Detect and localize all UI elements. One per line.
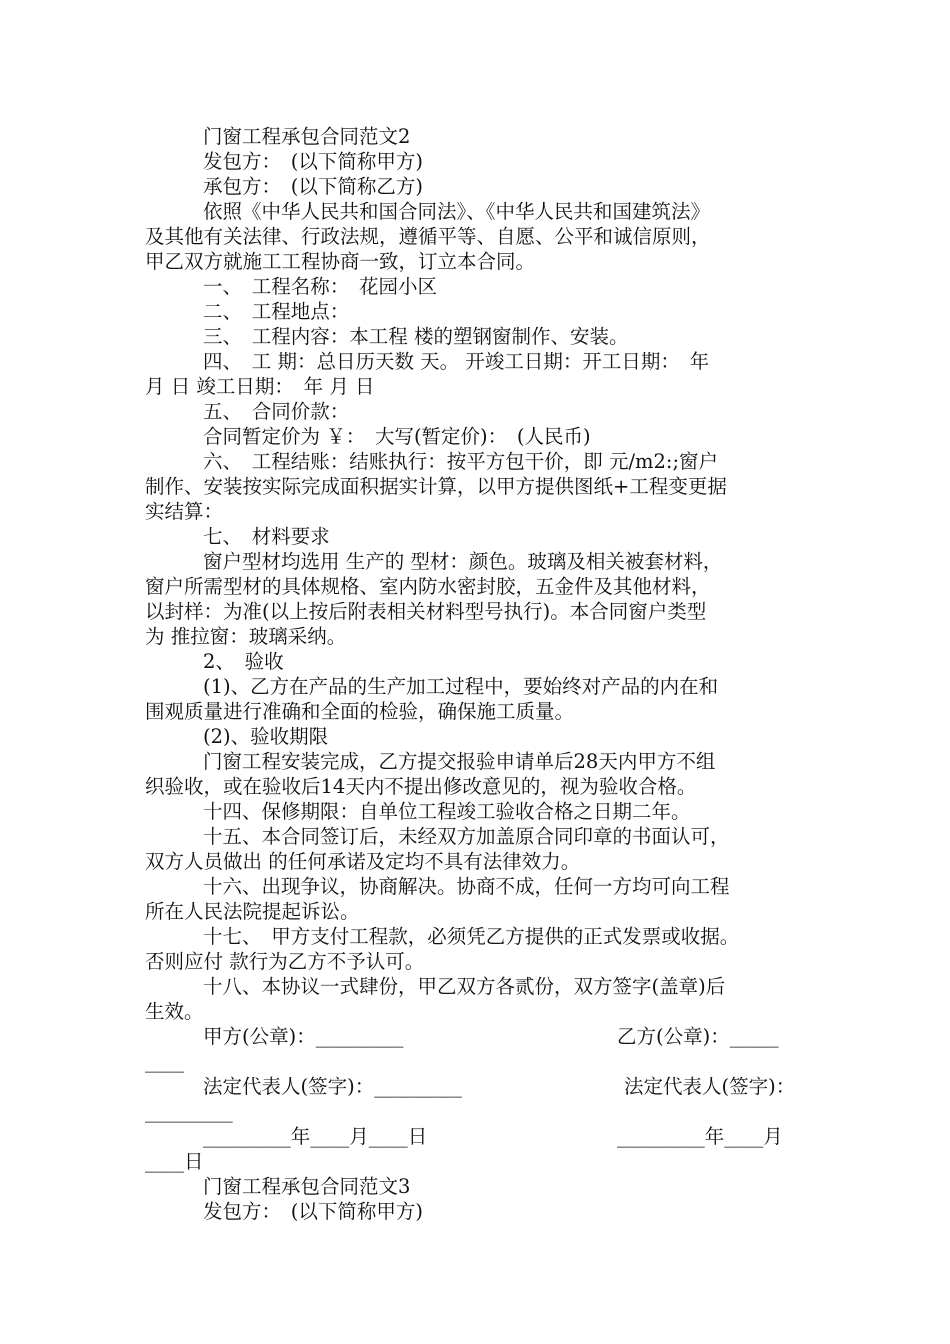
paragraph-line: 双方人员做出 的任何承诺及定均不具有法律效力。 xyxy=(145,850,581,873)
paragraph-line: 织验收，或在验收后14天内不提出修改意见的，视为验收合格。 xyxy=(145,775,697,798)
clause-7: 七、 材料要求 xyxy=(203,525,330,548)
signature-party-b-seal: 乙方(公章)：_____ xyxy=(617,1025,779,1048)
paragraph-line: 甲乙双方就施工工程协商一致，订立本合同。 xyxy=(145,250,536,273)
clause-6: 六、 工程结账：结账执行：按平方包干价，即 元/m2:;窗户 xyxy=(203,450,719,473)
signature-party-a-seal: 甲方(公章)：_________ xyxy=(203,1025,404,1048)
clause-18: 十八、本协议一式肆份，甲乙双方各贰份，双方签字(盖章)后 xyxy=(203,975,726,998)
signature-underline: _________ xyxy=(145,1100,233,1123)
paragraph-line: 制作、安装按实际完成面积据实计算，以甲方提供图纸+工程变更据 xyxy=(145,475,727,498)
signature-party-a-rep: 法定代表人(签字)：_________ xyxy=(203,1075,462,1098)
clause-acceptance: 2、 验收 xyxy=(203,650,284,673)
paragraph-line: 依照《中华人民共和国合同法》、《中华人民共和国建筑法》 xyxy=(203,200,711,223)
clause-1: 一、 工程名称： 花园小区 xyxy=(203,275,438,298)
clause-2: 二、 工程地点： xyxy=(203,300,350,323)
paragraph-line: 及其他有关法律、行政法规，遵循平等、自愿、公平和诚信原则， xyxy=(145,225,711,248)
paragraph-line: 生效。 xyxy=(145,1000,204,1023)
clause-4: 四、 工 期：总日历天数 天。 开竣工日期：开工日期： 年 xyxy=(203,350,710,373)
clause-17: 十七、 甲方支付工程款，必须凭乙方提供的正式发票或收据。 xyxy=(203,925,740,948)
signature-underline: ____ xyxy=(145,1050,184,1073)
party-a-line: 发包方： (以下简称甲方) xyxy=(203,150,423,173)
clause-15: 十五、本合同签订后，未经双方加盖原合同印章的书面认可， xyxy=(203,825,730,848)
party-a-line: 发包方： (以下简称甲方) xyxy=(203,1200,423,1223)
section-title-2: 门窗工程承包合同范文2 xyxy=(203,125,411,148)
paragraph-line: 窗户型材均选用 生产的 型材：颜色。玻璃及相关被套材料， xyxy=(203,550,723,573)
paragraph-line: 为 推拉窗：玻璃采纳。 xyxy=(145,625,347,648)
party-b-line: 承包方： (以下简称乙方) xyxy=(203,175,423,198)
paragraph-line: 所在人民法院提起诉讼。 xyxy=(145,900,360,923)
paragraph-line: 月 日 竣工日期： 年 月 日 xyxy=(145,375,375,398)
signature-date-a: _________年____月____日 xyxy=(203,1125,428,1148)
paragraph-line: (2)、验收期限 xyxy=(203,725,329,748)
paragraph-line: 门窗工程安装完成，乙方提交报验申请单后28天内甲方不组 xyxy=(203,750,716,773)
paragraph-line: (1)、乙方在产品的生产加工过程中，要始终对产品的内在和 xyxy=(203,675,719,698)
paragraph-line: 合同暂定价为 ￥： 大写(暂定价)： (人民币) xyxy=(203,425,591,448)
paragraph-line: 以封样：为准(以上按后附表相关材料型号执行)。本合同窗户类型 xyxy=(145,600,707,623)
signature-date-b-cont: ____日 xyxy=(145,1150,204,1173)
clause-5: 五、 合同价款： xyxy=(203,400,350,423)
clause-14: 十四、保修期限：自单位工程竣工验收合格之日期二年。 xyxy=(203,800,691,823)
clause-3: 三、 工程内容：本工程 楼的塑钢窗制作、安装。 xyxy=(203,325,629,348)
paragraph-line: 否则应付 款行为乙方不予认可。 xyxy=(145,950,425,973)
signature-date-b: _________年____月 xyxy=(617,1125,783,1148)
paragraph-line: 实结算： xyxy=(145,500,224,523)
paragraph-line: 围观质量进行准确和全面的检验，确保施工质量。 xyxy=(145,700,575,723)
clause-16: 十六、出现争议，协商解决。协商不成，任何一方均可向工程 xyxy=(203,875,730,898)
paragraph-line: 窗户所需型材的具体规格、室内防水密封胶，五金件及其他材料， xyxy=(145,575,711,598)
signature-party-b-rep: 法定代表人(签字)： xyxy=(624,1075,796,1098)
section-title-3: 门窗工程承包合同范文3 xyxy=(203,1175,411,1198)
